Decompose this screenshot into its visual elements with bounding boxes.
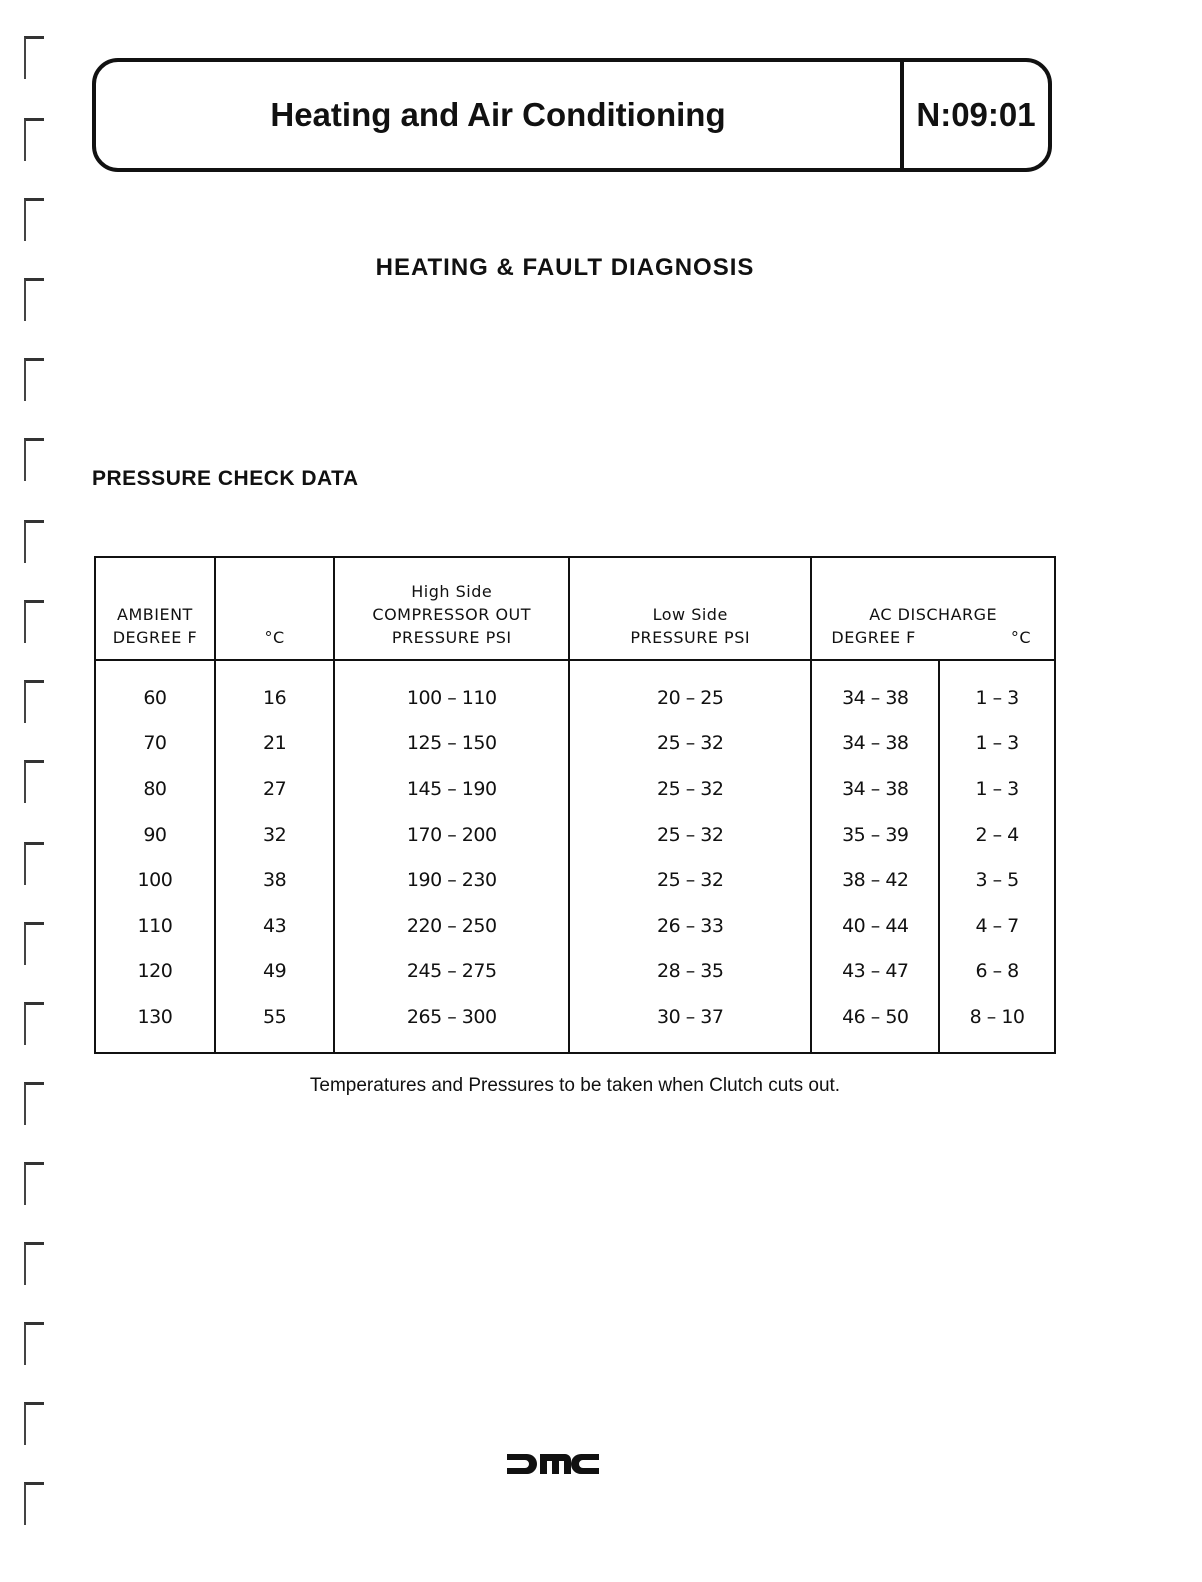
header-ambient-line2: DEGREE F [112,628,198,647]
footnote: Temperatures and Pressures to be taken when Clutch cuts out. [309,1075,841,1096]
binder-mark [24,760,44,803]
pressure-check-table [94,556,1056,1054]
binder-mark [24,600,44,643]
table-header-row [95,557,1055,660]
cell-discharge-f: 40 – 44 [811,903,939,949]
header-discharge-units [813,626,1053,649]
cell-discharge-f: 34 – 38 [811,721,939,767]
binder-mark [24,1162,44,1205]
header-discharge-c: °C [1010,628,1031,647]
cell-discharge-c: 1 – 3 [939,766,1055,812]
cell-high-side: 100 – 110 [334,660,569,721]
cell-ambient-c: 49 [215,949,335,995]
header-low-line2: PRESSURE PSI [630,628,751,647]
page-header [92,58,1052,172]
header-ac-discharge [811,557,1055,660]
cell-discharge-f: 34 – 38 [811,766,939,812]
cell-ambient-c: 32 [215,812,335,858]
cell-discharge-c: 2 – 4 [939,812,1055,858]
cell-high-side: 125 – 150 [334,721,569,767]
header-ambient [95,557,215,660]
header-high-line1: High Side [411,582,493,601]
header-ambient-line1: AMBIENT [117,605,193,624]
binder-mark [24,278,44,321]
table-row [95,903,1055,949]
cell-ambient-f: 120 [95,949,215,995]
cell-ambient-c: 38 [215,857,335,903]
header-celsius [215,557,335,660]
header-low-line1: Low Side [652,605,728,624]
cell-low-side: 25 – 32 [569,812,811,858]
cell-low-side: 25 – 32 [569,721,811,767]
cell-low-side: 20 – 25 [569,660,811,721]
header-discharge-f: DEGREE F [831,628,916,647]
table-row [95,766,1055,812]
cell-discharge-f: 34 – 38 [811,660,939,721]
cell-ambient-f: 110 [95,903,215,949]
cell-ambient-c: 16 [215,660,335,721]
header-high-side [334,557,569,660]
binder-mark [24,198,44,241]
binder-mark [24,36,44,79]
cell-discharge-f: 43 – 47 [811,949,939,995]
binder-mark [24,922,44,965]
cell-ambient-f: 90 [95,812,215,858]
binder-mark [24,1242,44,1285]
cell-discharge-f: 35 – 39 [811,812,939,858]
binder-mark [24,358,44,401]
cell-low-side: 28 – 35 [569,949,811,995]
binder-mark [24,118,44,161]
binder-mark [24,680,44,723]
header-low-side [569,557,811,660]
binder-mark [24,438,44,481]
cell-high-side: 145 – 190 [334,766,569,812]
binder-mark [24,520,44,563]
cell-high-side: 265 – 300 [334,994,569,1053]
dmc-logo [507,1452,599,1476]
binder-mark [24,1322,44,1365]
binder-holes [20,0,50,1582]
cell-low-side: 26 – 33 [569,903,811,949]
cell-discharge-c: 4 – 7 [939,903,1055,949]
cell-ambient-c: 43 [215,903,335,949]
table-row [95,994,1055,1053]
binder-mark [24,1002,44,1045]
cell-ambient-f: 60 [95,660,215,721]
cell-ambient-c: 55 [215,994,335,1053]
table-row [95,857,1055,903]
cell-high-side: 190 – 230 [334,857,569,903]
cell-high-side: 170 – 200 [334,812,569,858]
cell-ambient-c: 27 [215,766,335,812]
cell-high-side: 245 – 275 [334,949,569,995]
binder-mark [24,842,44,885]
header-title: Heating and Air Conditioning [270,96,726,133]
section-code: N:09:01 [916,96,1036,133]
cell-low-side: 30 – 37 [569,994,811,1053]
table-row [95,660,1055,721]
table-row [95,812,1055,858]
cell-high-side: 220 – 250 [334,903,569,949]
section-title: HEATING & FAULT DIAGNOSIS [375,254,755,281]
cell-ambient-f: 100 [95,857,215,903]
header-high-line2: COMPRESSOR OUT [372,605,532,624]
cell-low-side: 25 – 32 [569,766,811,812]
header-celsius-label: °C [264,628,285,647]
header-discharge-line1: AC DISCHARGE [869,605,998,624]
cell-low-side: 25 – 32 [569,857,811,903]
cell-discharge-c: 8 – 10 [939,994,1055,1053]
table-row [95,721,1055,767]
cell-ambient-f: 80 [95,766,215,812]
binder-mark [24,1402,44,1445]
cell-ambient-f: 130 [95,994,215,1053]
cell-discharge-f: 46 – 50 [811,994,939,1053]
cell-discharge-f: 38 – 42 [811,857,939,903]
subheading: PRESSURE CHECK DATA [92,467,359,490]
cell-discharge-c: 3 – 5 [939,857,1055,903]
table-row [95,949,1055,995]
cell-discharge-c: 1 – 3 [939,721,1055,767]
header-high-line3: PRESSURE PSI [391,628,512,647]
cell-ambient-f: 70 [95,721,215,767]
binder-mark [24,1482,44,1525]
cell-ambient-c: 21 [215,721,335,767]
cell-discharge-c: 1 – 3 [939,660,1055,721]
cell-discharge-c: 6 – 8 [939,949,1055,995]
